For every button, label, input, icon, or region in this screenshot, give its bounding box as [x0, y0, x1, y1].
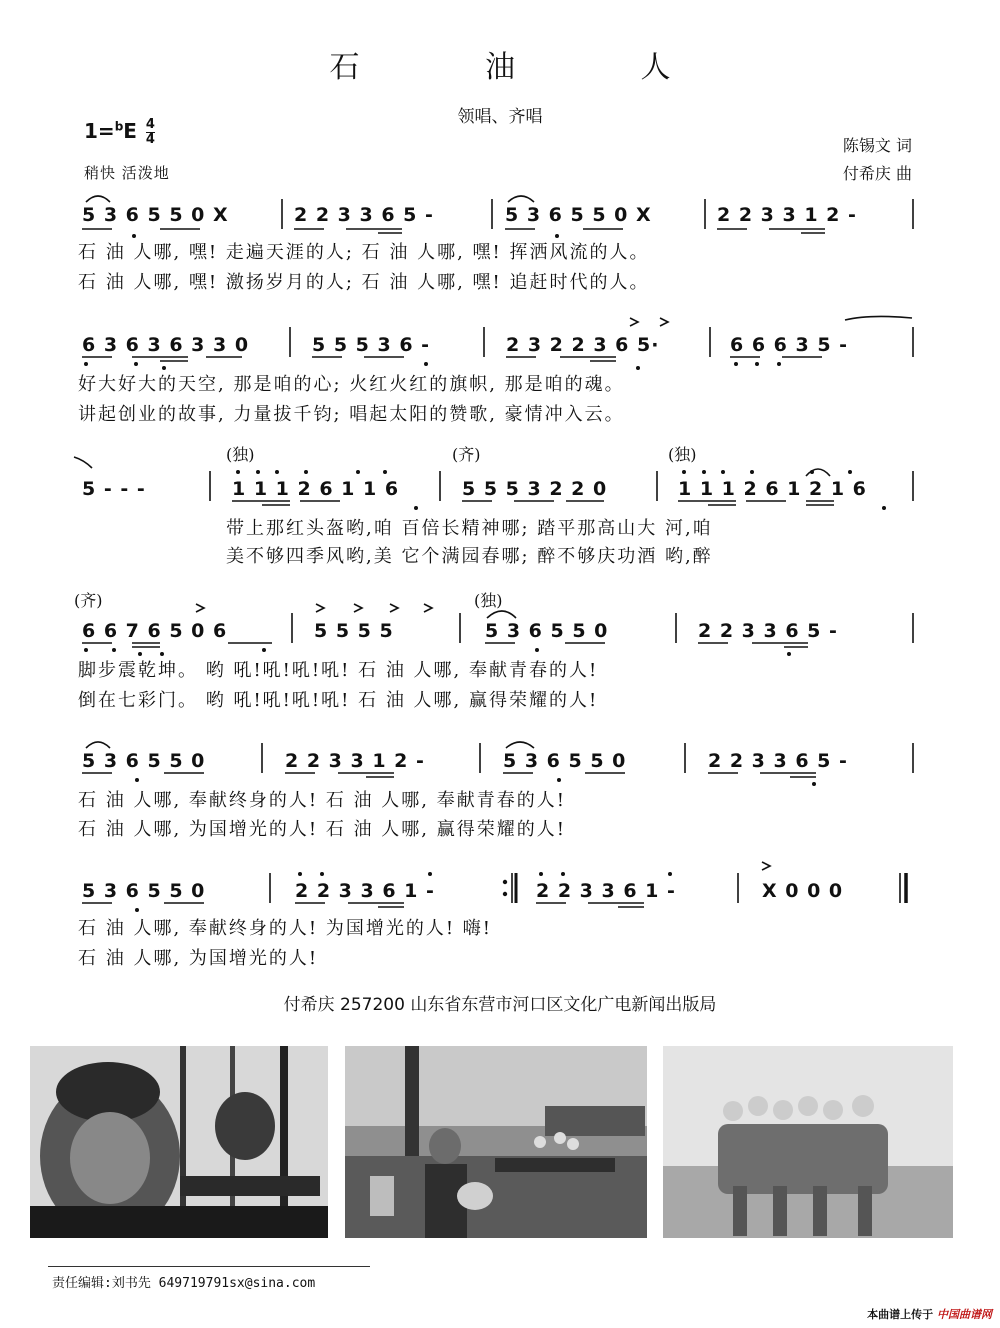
part-label-chorus: (齐) — [74, 591, 103, 610]
measure-2-3: 2 3 2 2 3 6 5· — [506, 334, 660, 356]
lyrics-verse2: 讲起创业的故事, 力量拔千钧; 唱起太阳的赞歌, 豪情冲入云。 — [78, 404, 625, 425]
flat-sign: b — [114, 119, 124, 134]
measure-6-1: 5 3 6 5 5 0 — [82, 880, 206, 902]
key-prefix: 1= — [84, 119, 115, 143]
editor-credit: 责任编辑:刘书先 649719791sx@sina.com — [52, 1276, 316, 1291]
lyrics-verse2: 倒在七彩门。 哟 吼!吼!吼!吼! 石 油 人哪, 赢得荣耀的人! — [78, 690, 599, 711]
lyrics-verse1: 带上那红头盔哟,咱 百倍长精神哪; 踏平那高山大 河,咱 — [226, 518, 713, 539]
site-logo[interactable]: 中国曲谱网 — [937, 1308, 992, 1321]
photo-oil-worker-closeup — [30, 1046, 328, 1238]
part-label-solo: (独) — [668, 445, 697, 464]
measure-5-4: 2 2 3 3 6 5 - — [708, 750, 848, 772]
composer-address: 付希庆 257200 山东省东营市河口区文化广电新闻出版局 — [283, 995, 717, 1015]
measure-5-1: 5 3 6 5 5 0 — [82, 750, 206, 772]
measure-1-4: 2 2 3 3 1 2 - — [717, 204, 857, 226]
lyrics-verse1: 石 油 人哪, 奉献终身的人! 石 油 人哪, 奉献青春的人! — [78, 790, 566, 811]
lyrics-verse1: 石 油 人哪, 奉献终身的人! 为国增光的人! 嗨! — [78, 918, 493, 939]
lyricist-credit: 陈锡文 词 — [842, 136, 912, 155]
lyrics-verse2: 石 油 人哪, 为国增光的人! 石 油 人哪, 赢得荣耀的人! — [78, 819, 566, 840]
upload-source — [867, 1306, 992, 1322]
lyrics-verse1: 好大好大的天空, 那是咱的心; 火红火红的旗帜, 那是咱的魂。 — [78, 374, 625, 395]
tempo-marking: 稍快 活泼地 — [84, 164, 170, 182]
measure-6-2: 2 2 3 3 6 1 - — [295, 880, 435, 902]
measure-4-3: 5 3 6 5 5 0 — [485, 620, 609, 642]
upload-note: 本曲谱上传于 — [867, 1308, 934, 1321]
lyrics-verse1: 脚步震乾坤。 哟 吼!吼!吼!吼! 石 油 人哪, 奉献青春的人! — [78, 660, 599, 681]
performance-style: 领唱、齐唱 — [457, 107, 543, 127]
measure-6-4: X 0 0 0 — [762, 880, 844, 902]
part-label-chorus: (齐) — [452, 445, 481, 464]
measure-2-4: 6 6 6 3 5 - — [730, 334, 849, 356]
key-note: E — [123, 119, 137, 143]
measure-4-1: 6 6 7 6 5 0 6 — [82, 620, 228, 642]
footer-divider — [48, 1266, 370, 1267]
lyrics-verse2: 美不够四季风哟,美 它个满园春哪; 醉不够庆功酒 哟,醉 — [226, 546, 713, 567]
measure-2-2: 5 5 5 3 6 - — [312, 334, 431, 356]
measure-5-2: 2 2 3 3 1 2 - — [285, 750, 425, 772]
measure-5-3: 5 3 6 5 5 0 — [503, 750, 627, 772]
song-title: 石 油 人 — [329, 50, 729, 85]
part-label-solo: (独) — [474, 591, 503, 610]
measure-6-3: 2 2 3 3 6 1 - — [536, 880, 676, 902]
measure-3-1: 5 - - - — [82, 478, 146, 500]
photo-workers-group — [663, 1046, 953, 1238]
lyrics-verse2: 石 油 人哪, 嘿! 激扬岁月的人; 石 油 人哪, 嘿! 追赶时代的人。 — [78, 272, 650, 293]
measure-1-3: 5 3 6 5 5 0 X — [505, 204, 652, 226]
measure-4-4: 2 2 3 3 6 5 - — [698, 620, 838, 642]
time-signature: $\frac{4}{4}$ — [145, 117, 155, 147]
measure-1-1: 5 3 6 5 5 0 X — [82, 204, 229, 226]
measure-2-1: 6 3 6 3 6 3 3 0 — [82, 334, 250, 356]
measure-1-2: 2 2 3 3 6 5 - — [294, 204, 434, 226]
composer-credit: 付希庆 曲 — [842, 164, 912, 183]
measure-3-3: 5 5 5 3 2 2 0 — [462, 478, 608, 500]
measure-4-2: 5 5 5 5 — [314, 620, 394, 642]
lyrics-verse1: 石 油 人哪, 嘿! 走遍天涯的人; 石 油 人哪, 嘿! 挥洒风流的人。 — [78, 242, 650, 263]
part-label-solo: (独) — [226, 445, 255, 464]
lyrics-verse2: 石 油 人哪, 为国增光的人! — [78, 948, 319, 969]
measure-3-2: 1 1 1 2 6 1 1 6 — [232, 478, 400, 500]
measure-3-4: 1 1 1 2 6 1 2 1 6 — [678, 478, 867, 500]
photo-oilfield-crew — [345, 1046, 647, 1238]
